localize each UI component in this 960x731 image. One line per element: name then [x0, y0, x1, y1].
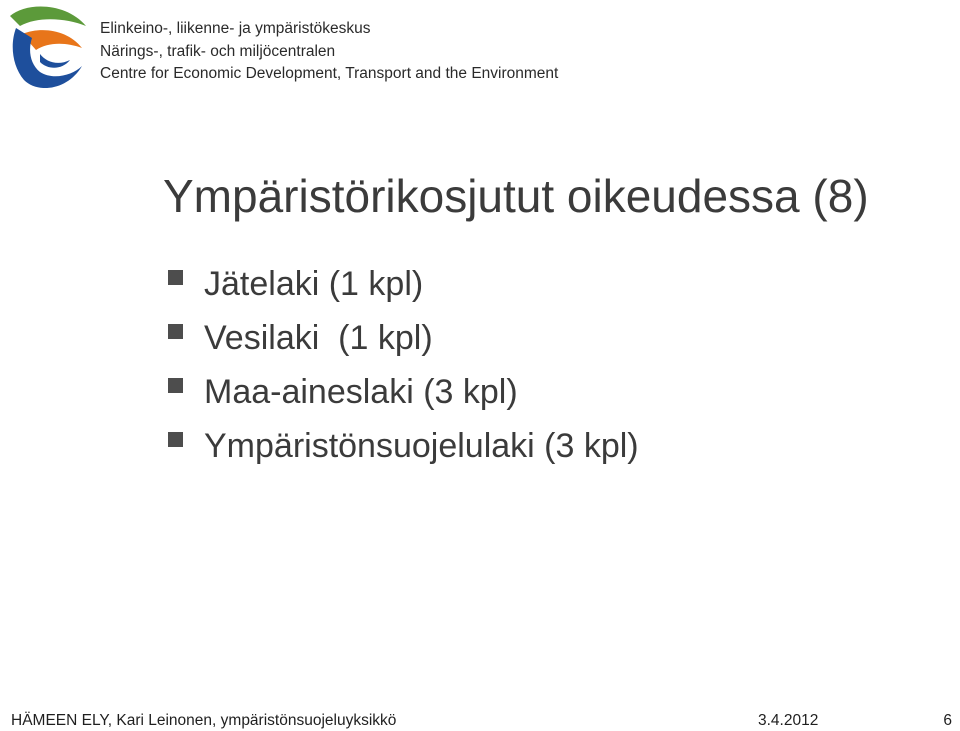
ely-centre-logo-icon — [6, 4, 88, 88]
bullet-item — [166, 424, 639, 478]
org-name-finnish: Elinkeino-, liikenne- ja ympäristökeskus — [100, 20, 371, 37]
org-name-english: Centre for Economic Development, Transport and the Environment — [100, 65, 559, 82]
square-bullet-icon — [168, 324, 183, 339]
footer-date: 3.4.2012 — [758, 712, 819, 729]
slide-header — [6, 4, 606, 88]
bullet-list — [166, 262, 639, 478]
bullet-item — [166, 370, 639, 424]
square-bullet-icon — [168, 378, 183, 393]
bullet-item — [166, 262, 639, 316]
square-bullet-icon — [168, 270, 183, 285]
footer-page-number: 6 — [943, 712, 952, 729]
bullet-item — [166, 316, 639, 370]
slide-title: Ympäristörikosjutut oikeudessa (8) — [163, 170, 869, 222]
bullet-text: Maa-aineslaki (3 kpl) — [204, 373, 518, 411]
organization-name-block — [100, 18, 558, 86]
square-bullet-icon — [168, 432, 183, 447]
bullet-text: Ympäristönsuojelulaki (3 kpl) — [204, 427, 639, 465]
bullet-text: Vesilaki (1 kpl) — [204, 319, 433, 357]
bullet-text: Jätelaki (1 kpl) — [204, 265, 424, 303]
org-name-swedish: Närings-, trafik- och miljöcentralen — [100, 42, 336, 60]
footer-presenter: HÄMEEN ELY, Kari Leinonen, ympäristönsuojeluyksikkö — [11, 712, 397, 729]
